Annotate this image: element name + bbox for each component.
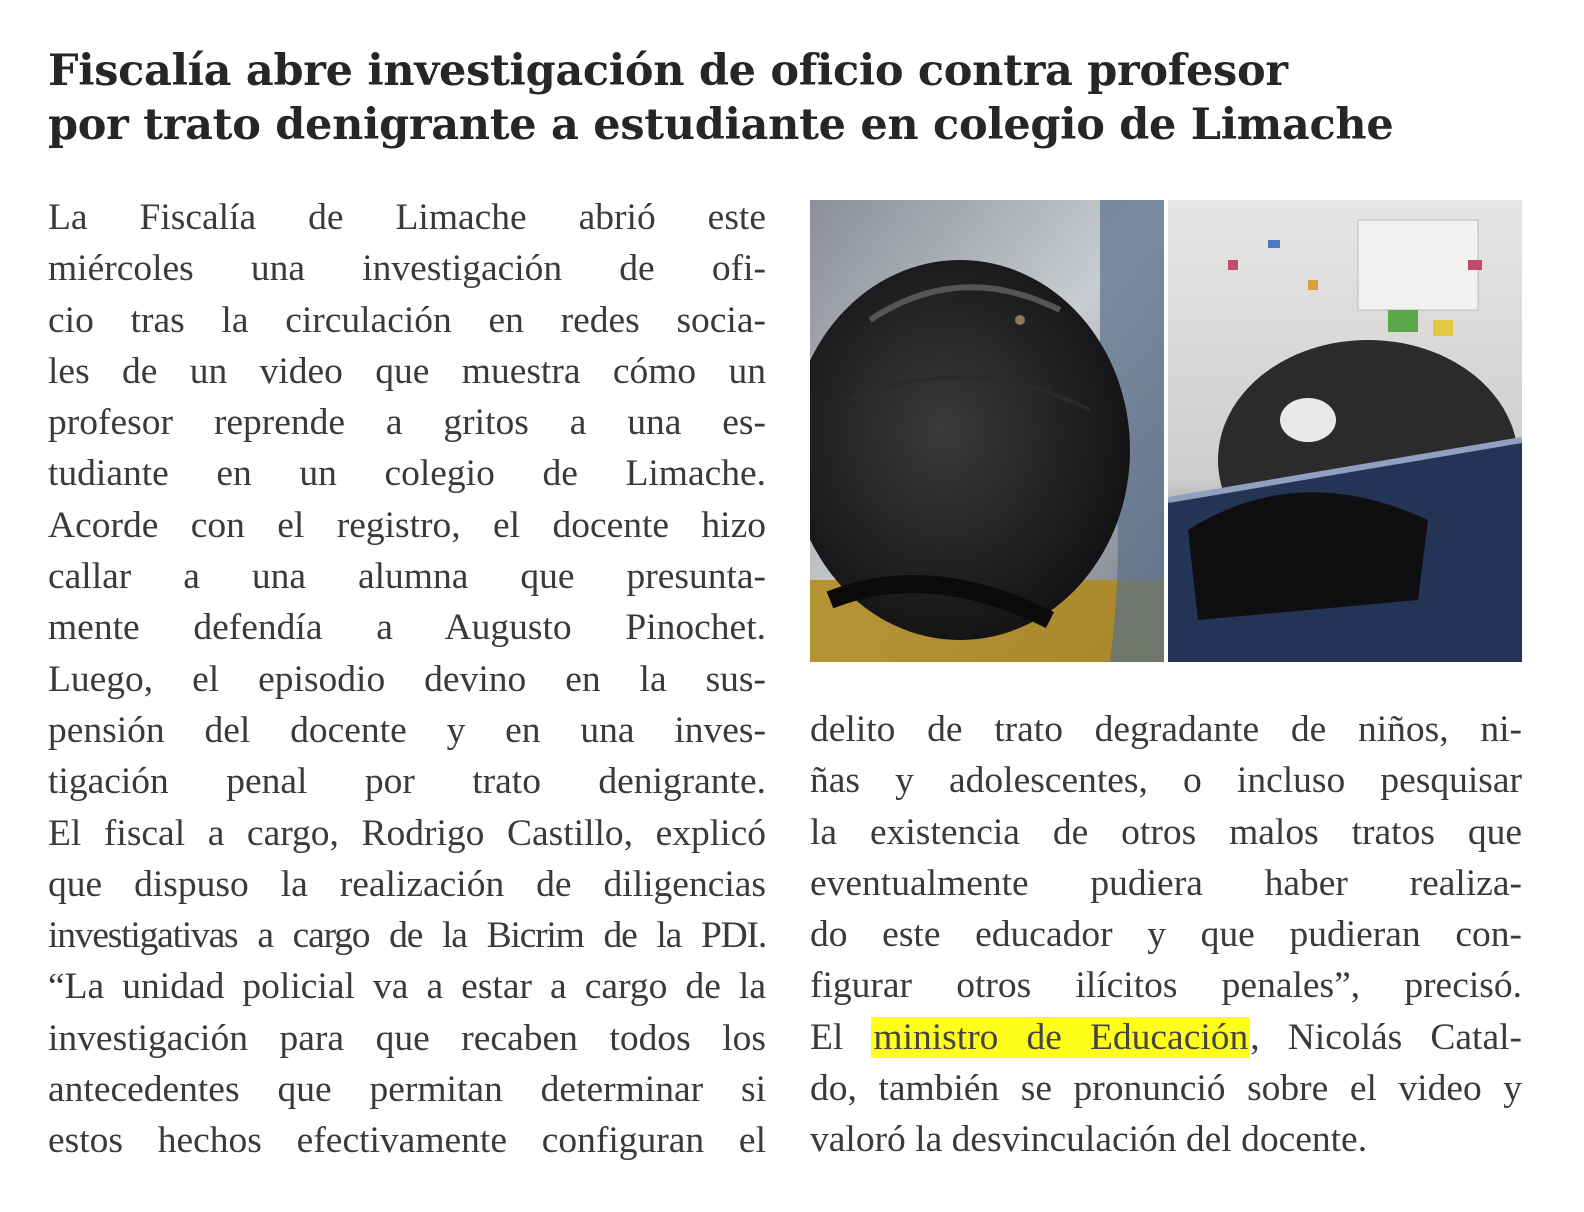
text-line: figurar otros ilícitos penales”, precisó. xyxy=(810,965,1522,1007)
text-line: antecedentes que permitan determinar si xyxy=(48,1069,766,1111)
text-line: investigativas a cargo de la Bicrim de la PDI. xyxy=(48,915,766,957)
text-line: ñas y adolescentes, o incluso pesquisar xyxy=(810,760,1522,802)
text-line: mente defendía a Augusto Pinochet. xyxy=(48,607,766,649)
headline-line-2: por trato denigrante a estudiante en colegio de Limache xyxy=(48,100,1394,150)
photo-right-classroom xyxy=(1168,200,1522,662)
highlighted-line xyxy=(810,1012,1522,1063)
text-line: delito de trato degradante de niños, ni- xyxy=(810,709,1522,750)
text-line: Acorde con el registro, el docente hizo xyxy=(48,504,766,546)
text-line: cio tras la circulación en redes socia- xyxy=(48,299,766,341)
right-text-column xyxy=(810,704,1522,1166)
text-line: les de un video que muestra cómo un xyxy=(48,350,766,392)
text-line: tudiante en un colegio de Limache. xyxy=(48,453,766,495)
highlighted-phrase: ministro de Educación xyxy=(873,1016,1249,1058)
text-line: la existencia de otros malos tratos que xyxy=(810,811,1522,853)
text-line: miércoles una investigación de ofi- xyxy=(48,248,766,290)
text-line: do, también se pronunció sobre el video y xyxy=(810,1068,1522,1110)
text-line: “La unidad policial va a estar a cargo de la xyxy=(48,966,766,1008)
text-line: investigación para que recaben todos los xyxy=(48,1017,766,1059)
text-fragment: , Nicolás Catal- xyxy=(1250,1016,1522,1058)
left-text-column xyxy=(48,192,766,1167)
text-line: La Fiscalía de Limache abrió este xyxy=(48,197,766,238)
text-fragment: El xyxy=(810,1016,872,1058)
photo-left-backpack xyxy=(810,200,1164,662)
headline-line-1: Fiscalía abre investigación de oficio contra profesor xyxy=(48,46,1288,96)
article-headline xyxy=(48,44,1538,152)
text-line: pensión del docente y en una inves- xyxy=(48,709,766,751)
text-line: El fiscal a cargo, Rodrigo Castillo, explicó xyxy=(48,812,766,854)
text-line: estos hechos efectivamente configuran el xyxy=(48,1120,766,1162)
article-photo xyxy=(810,200,1522,662)
text-line: do este educador y que pudieran con- xyxy=(810,914,1522,956)
text-line: Luego, el episodio devino en la sus- xyxy=(48,658,766,700)
text-line: eventualmente pudiera haber realiza- xyxy=(810,862,1522,904)
text-line: tigación penal por trato denigrante. xyxy=(48,761,766,803)
text-line: profesor reprende a gritos a una es- xyxy=(48,402,766,444)
text-line: que dispuso la realización de diligencias xyxy=(48,863,766,905)
text-line: valoró la desvinculación del docente. xyxy=(810,1119,1368,1161)
text-line: callar a una alumna que presunta- xyxy=(48,556,766,598)
